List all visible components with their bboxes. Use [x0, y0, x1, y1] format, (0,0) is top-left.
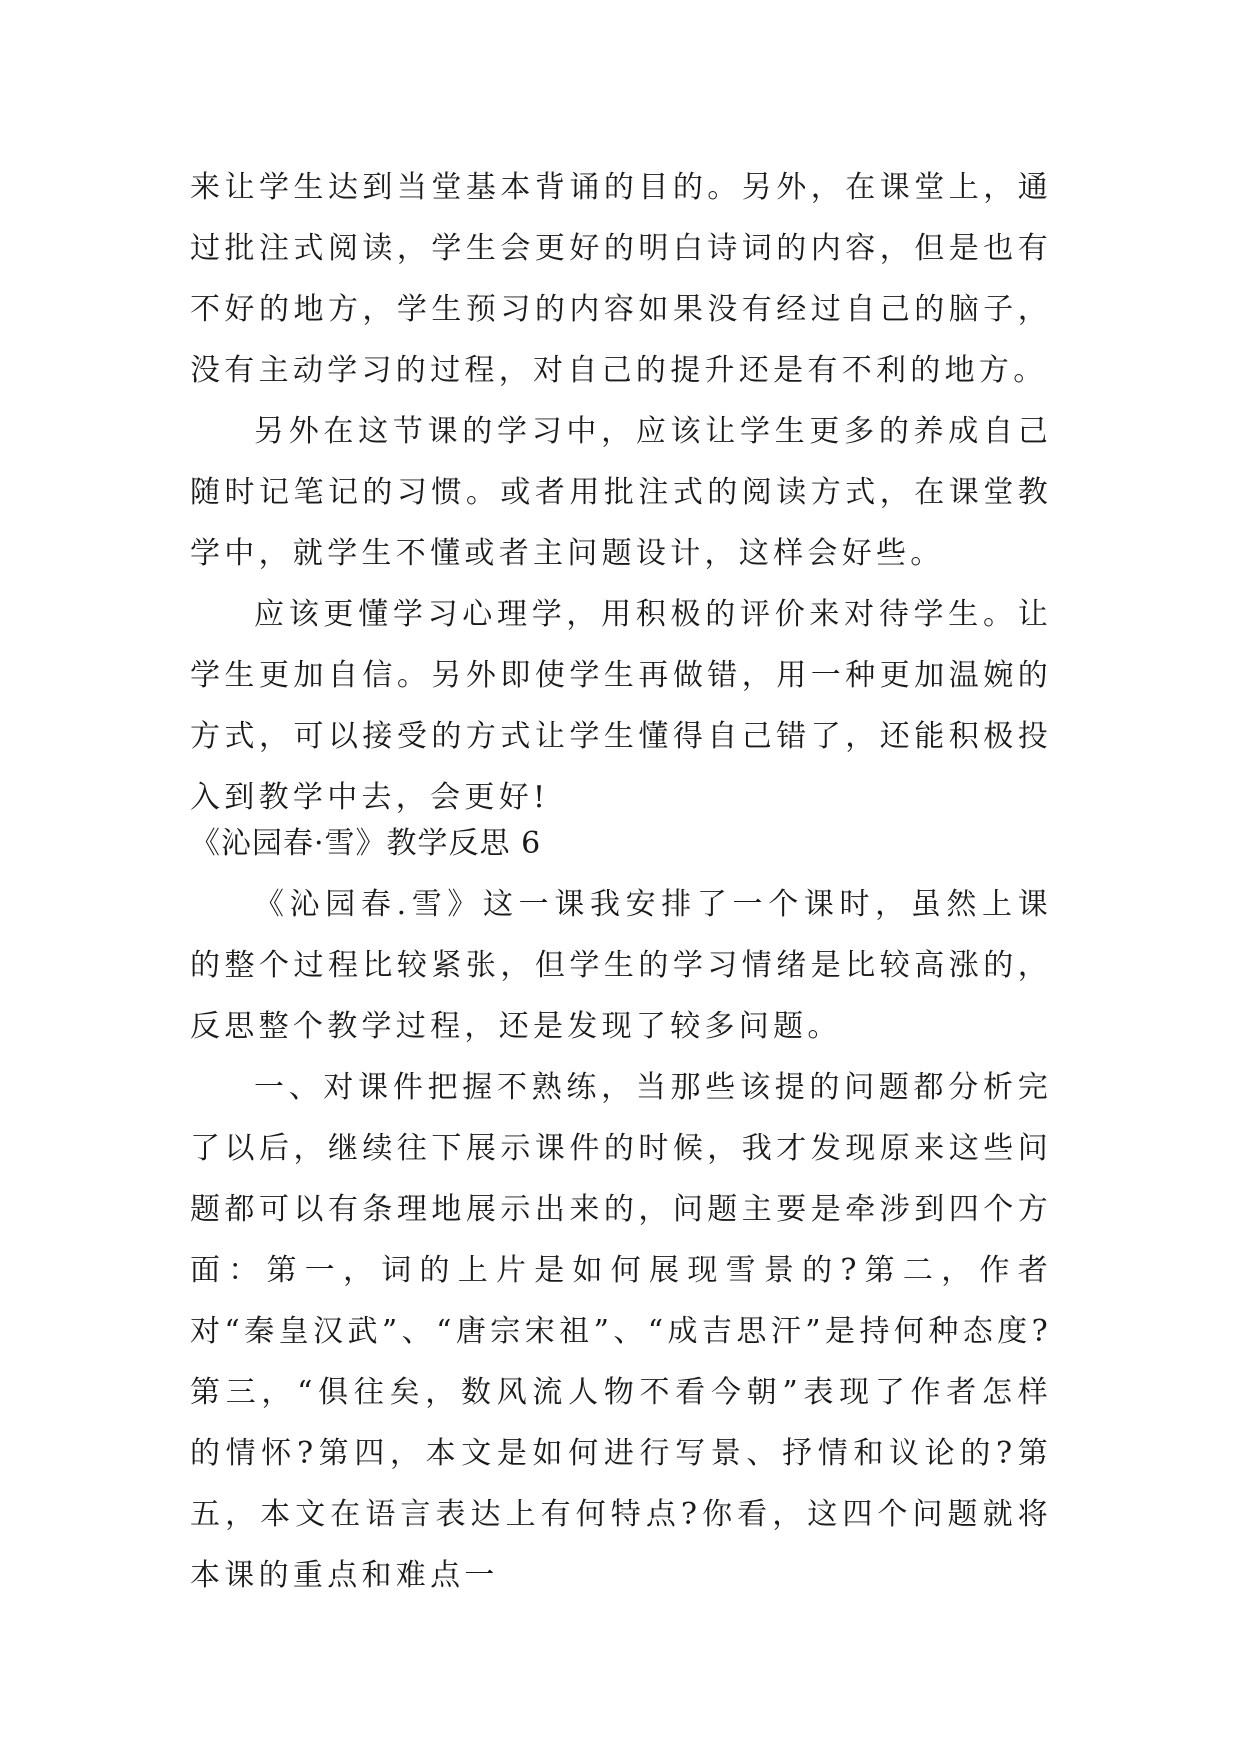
paragraph: 《沁园春.雪》这一课我安排了一个课时，虽然上课的整个过程比较紧张，但学生的学习情绪是比较高涨的，反思整个教学过程，还是发现了较多问题。	[190, 887, 1052, 1044]
section-heading: 《沁园春·雪》教学反思 6	[190, 826, 542, 861]
paragraph: 应该更懂学习心理学，用积极的评价来对待学生。让学生更加自信。另外即使学生再做错，用一种更加温婉的方式，可以接受的方式让学生懂得自己错了，还能积极投入到教学中去，会更好!	[190, 597, 1052, 815]
paragraph-continued: 来让学生达到当堂基本背诵的目的。另外，在课堂上，通过批注式阅读，学生会更好的明白诗词的内容，但是也有不好的地方，学生预习的内容如果没有经过自己的脑子，没有主动学习的过程，对自己的提升还是有不利的地方。	[190, 170, 1052, 388]
section-2-text	[190, 813, 1052, 1606]
paragraph: 一、对课件把握不熟练，当那些该提的问题都分析完了以后，继续往下展示课件的时候，我才发现原来这些问题都可以有条理地展示出来的，问题主要是牵涉到四个方面：第一，词的上片是如何展现雪景的?第二，作者对“秦皇汉武”、“唐宗宋祖”、“成吉思汗”是持何种态度?第三，“俱往矣，数风流人物不看今朝”表现了作者怎样的情怀?第四，本文是如何进行写景、抒情和议论的?第五，本文在语言表达上有何特点?你看，这四个问题就将本课的重点和难点一	[190, 1070, 1052, 1593]
section-1-text	[190, 157, 1052, 828]
paragraph: 另外在这节课的学习中，应该让学生更多的养成自己随时记笔记的习惯。或者用批注式的阅读方式，在课堂教学中，就学生不懂或者主问题设计，这样会好些。	[190, 414, 1052, 571]
